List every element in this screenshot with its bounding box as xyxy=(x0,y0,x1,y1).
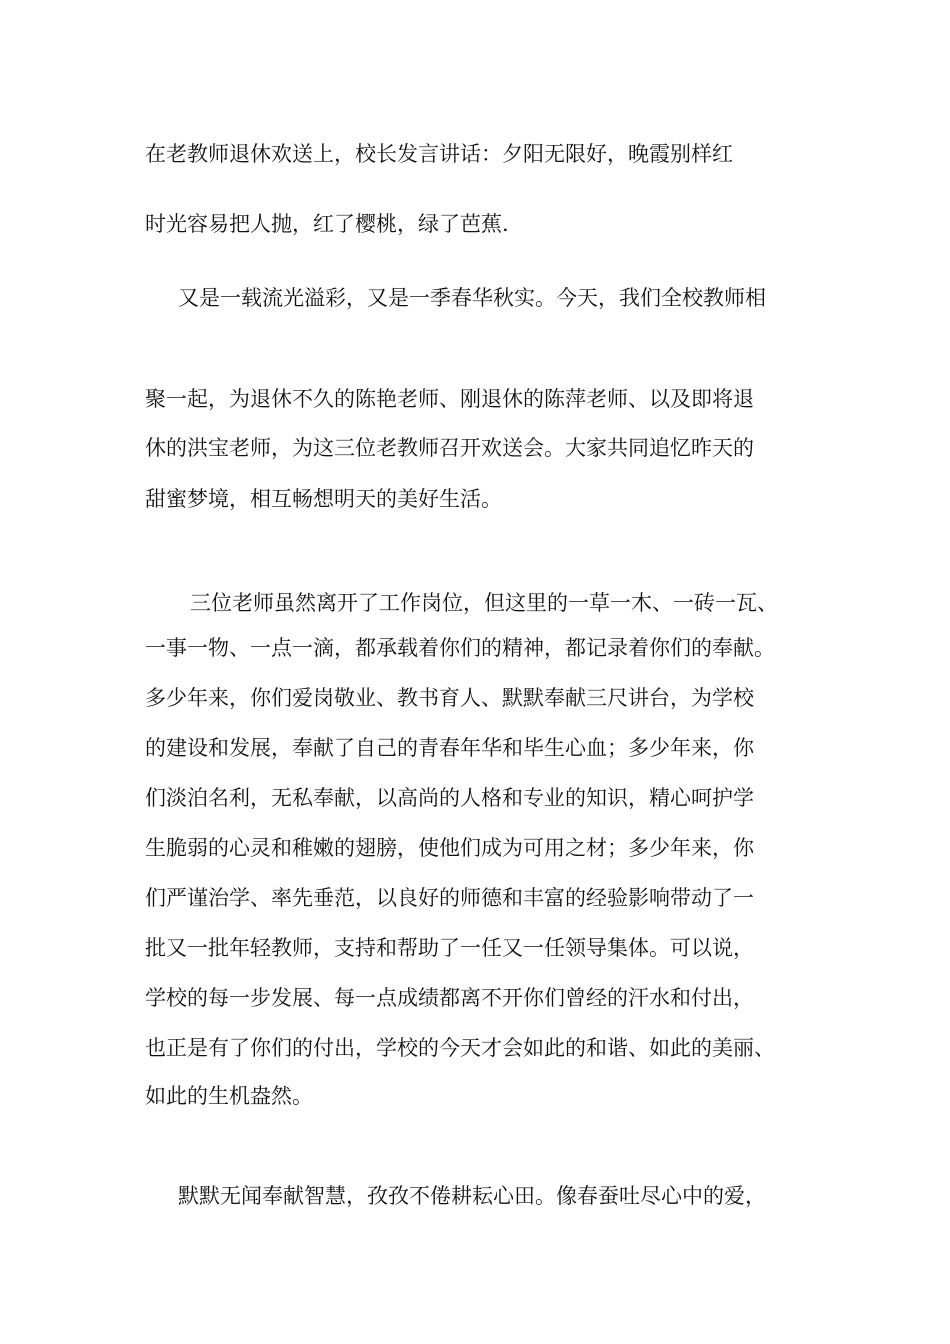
paragraph-line: 一事一物、一点一滴，都承载着你们的精神，都记录着你们的奉献。 xyxy=(145,636,775,660)
paragraph-line: 们淡泊名利，无私奉献，以高尚的人格和专业的知识，精心呵护学 xyxy=(145,786,754,810)
heading-line: 在老教师退休欢送上，校长发言讲话：夕阳无限好，晚霞别样红 xyxy=(145,142,733,166)
paragraph-line: 又是一载流光溢彩，又是一季春华秋实。今天，我们全校教师相 xyxy=(178,286,766,310)
paragraph-line: 学校的每一步发展、每一点成绩都离不开你们曾经的汗水和付出， xyxy=(145,986,754,1010)
subheading-line: 时光容易把人抛，红了樱桃，绿了芭蕉. xyxy=(145,212,509,236)
paragraph-line: 生脆弱的心灵和稚嫩的翅膀，使他们成为可用之材；多少年来，你 xyxy=(145,836,754,860)
paragraph-line: 三位老师虽然离开了工作岗位，但这里的一草一木、一砖一瓦、 xyxy=(190,591,778,615)
paragraph-line: 甜蜜梦境，相互畅想明天的美好生活。 xyxy=(145,487,502,511)
paragraph-line: 多少年来，你们爱岗敬业、教书育人、默默奉献三尺讲台，为学校 xyxy=(145,686,754,710)
paragraph-line: 休的洪宝老师，为这三位老教师召开欢送会。大家共同追忆昨天的 xyxy=(145,436,754,460)
paragraph-line: 批又一批年轻教师，支持和帮助了一任又一任领导集体。可以说， xyxy=(145,936,754,960)
paragraph-line: 们严谨治学、率先垂范，以良好的师德和丰富的经验影响带动了一 xyxy=(145,886,754,910)
paragraph-line: 也正是有了你们的付出，学校的今天才会如此的和谐、如此的美丽、 xyxy=(145,1036,775,1060)
paragraph-line: 如此的生机盎然。 xyxy=(145,1084,313,1108)
paragraph-line: 的建设和发展，奉献了自己的青春年华和毕生心血；多少年来，你 xyxy=(145,736,754,760)
paragraph-line: 默默无闻奉献智慧，孜孜不倦耕耘心田。像春蚕吐尽心中的爱， xyxy=(178,1184,766,1208)
paragraph-line: 聚一起，为退休不久的陈艳老师、刚退休的陈萍老师、以及即将退 xyxy=(145,387,754,411)
